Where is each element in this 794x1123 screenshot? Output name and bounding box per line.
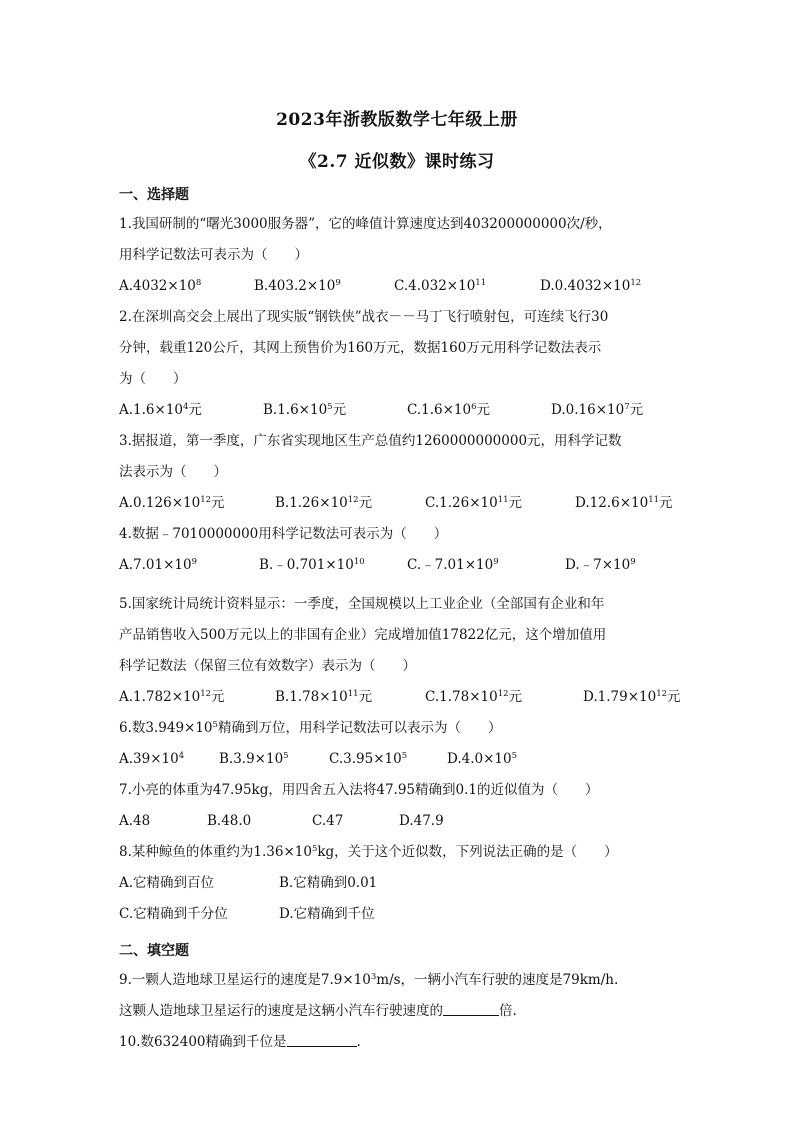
option-a[interactable]: $A.4032\times 10^8$	[119, 278, 202, 294]
answer-blank[interactable]	[443, 1001, 499, 1016]
question-9	[119, 965, 719, 1027]
question-text: 3.据报道，第一季度，广东省实现地区生产总值约1260000000000元，用科学记数	[119, 433, 622, 449]
option-a[interactable]: $A.39\times 10^4$	[119, 751, 185, 767]
option-b[interactable]: $B.3.9\times 10^5$	[219, 751, 289, 767]
answer-blank[interactable]	[287, 1032, 357, 1047]
option-a[interactable]: A.它精确到百位	[119, 875, 215, 891]
question-7	[119, 775, 719, 837]
option-a[interactable]: $A.0.126\times 10^{12}$元	[119, 495, 225, 511]
option-b[interactable]: $B.1.78\times 10^{11}$元	[275, 689, 373, 705]
option-d[interactable]: $D.4.0\times 10^5$	[447, 751, 518, 767]
doc-subtitle: 《2.7 近似数》课时练习	[299, 152, 495, 172]
worksheet-content	[119, 182, 719, 1058]
option-c[interactable]: $C.4.032\times 10^{11}$	[394, 278, 487, 294]
option-a[interactable]: $A.1.6\times 10^4$元	[119, 402, 202, 418]
options-row	[119, 868, 719, 899]
option-d[interactable]: $D.1.79\times 10^{12}$元	[583, 689, 681, 705]
option-b[interactable]: B.48.0	[207, 813, 252, 829]
question-text: 为（ ）	[119, 371, 187, 387]
option-c[interactable]: $C.3.95\times 10^5$	[329, 751, 408, 767]
question-text: 9.一颗人造地球卫星运行的速度是$7.9\times 10^3m/s$，一辆小汽车行驶的速度是79km/h.	[119, 972, 619, 988]
option-c[interactable]: $C.﹣7.01\times 10^9$	[407, 557, 499, 573]
question-text: 这颗人造地球卫星运行的速度是这辆小汽车行驶速度的 倍.	[119, 1003, 517, 1019]
option-d[interactable]: $D.12.6\times 10^{11}$元	[575, 495, 673, 511]
question-6	[119, 713, 719, 775]
option-d[interactable]: $D.0.16\times 10^7$元	[551, 402, 644, 418]
options-row	[119, 682, 719, 713]
options-row	[119, 271, 719, 302]
option-d[interactable]: $D.0.4032\times 10^{12}$	[540, 278, 642, 294]
question-text: 1.我国研制的“曙光3000服务器”，它的峰值计算速度达到403200000000次/秒，	[119, 216, 612, 232]
question-10	[119, 1027, 719, 1058]
option-d[interactable]: $D.﹣7\times 10^9$	[565, 557, 636, 573]
question-text: 8.某种鲸鱼的体重约为$1.36\times 10^5kg$，关于这个近似数，下列说法正确的是（ ）	[119, 844, 618, 860]
options-row	[119, 744, 719, 775]
option-a[interactable]: $A.7.01\times 10^9$	[119, 557, 198, 573]
option-c[interactable]: $C.1.6\times 10^6$元	[407, 402, 491, 418]
section-heading-choice: 一、选择题	[119, 187, 189, 203]
question-text: 7.小亮的体重为47.95kg，用四舍五入法将47.95精确到0.1的近似值为（ ）	[119, 782, 599, 798]
option-a[interactable]: $A.1.782\times 10^{12}$元	[119, 689, 225, 705]
question-text: 分钟，载重120公斤，其网上预售价为160万元，数据160万元用科学记数法表示	[119, 340, 602, 356]
options-row	[119, 550, 719, 581]
question-text: 科学记数法（保留三位有效数字）表示为（ ）	[119, 658, 416, 674]
option-c[interactable]: C.它精确到千分位	[119, 906, 228, 922]
option-b[interactable]: $B.1.26\times 10^{12}$元	[275, 495, 373, 511]
question-4	[119, 519, 719, 581]
options-row	[119, 806, 719, 837]
option-a[interactable]: A.48	[119, 813, 151, 829]
option-d[interactable]: D.它精确到千位	[279, 906, 375, 922]
option-d[interactable]: D.47.9	[399, 813, 444, 829]
question-1	[119, 209, 719, 302]
question-3	[119, 426, 719, 519]
option-c[interactable]: $C.1.78\times 10^{12}$元	[425, 689, 523, 705]
question-8	[119, 837, 719, 930]
question-text: 法表示为（ ）	[119, 464, 227, 480]
option-b[interactable]: B.它精确到0.01	[279, 875, 378, 891]
question-2	[119, 302, 719, 426]
question-text: 用科学记数法可表示为（ ）	[119, 247, 308, 263]
question-text: 4.数据﹣7010000000用科学记数法可表示为（ ）	[119, 526, 448, 542]
question-text: 5.国家统计局统计资料显示：一季度，全国规模以上工业企业（全部国有企业和年	[119, 596, 605, 612]
option-c[interactable]: $C.1.26\times 10^{11}$元	[425, 495, 523, 511]
option-c[interactable]: C.47	[312, 813, 344, 829]
question-5	[119, 589, 719, 713]
doc-title: 2023年浙教版数学七年级上册	[276, 110, 518, 130]
options-row	[119, 395, 719, 426]
question-text: 产品销售收入500万元以上的非国有企业）完成增加值17822亿元，这个增加值用	[119, 627, 607, 643]
options-row	[119, 488, 719, 519]
options-row	[119, 899, 719, 930]
question-text: 2.在深圳高交会上展出了现实版“钢铁侠”战衣－－马丁飞行喷射包，可连续飞行30	[119, 309, 609, 325]
question-text: 10.数632400精确到千位是 .	[119, 1034, 361, 1050]
option-b[interactable]: $B.﹣0.701\times 10^{10}$	[259, 557, 365, 573]
question-text: 6.数$3.949\times 10^5$精确到万位，用科学记数法可以表示为（ ）	[119, 720, 502, 736]
option-b[interactable]: $B.1.6\times 10^5$元	[263, 402, 347, 418]
section-heading-fill: 二、填空题	[119, 943, 189, 959]
option-b[interactable]: $B.403.2\times 10^9$	[254, 278, 341, 294]
